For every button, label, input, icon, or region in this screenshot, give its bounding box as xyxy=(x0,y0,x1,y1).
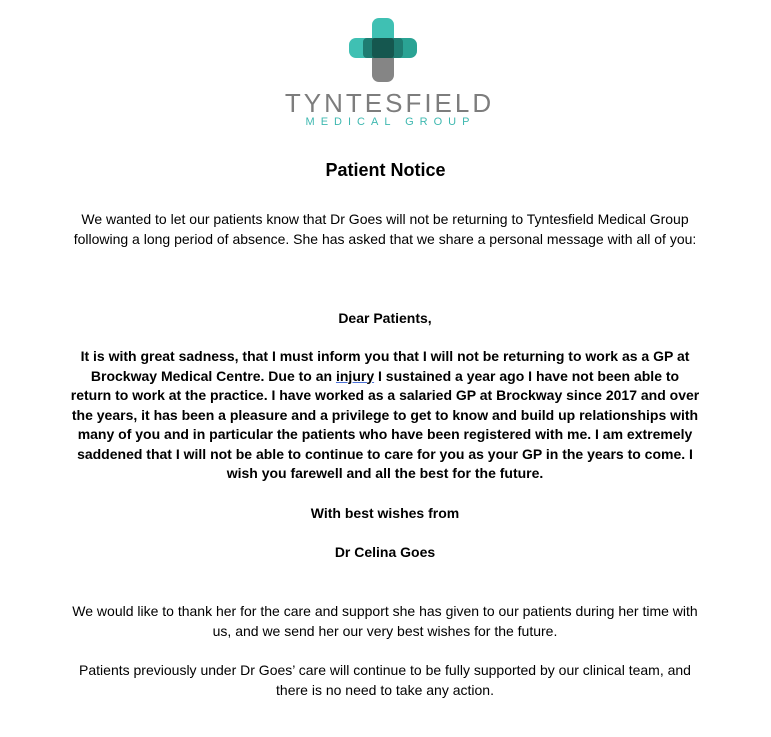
letter-body-underlined-word: injury xyxy=(335,367,375,384)
thanks-paragraph: We would like to thank her for the care and support she has given to our patients during her time with us, and we send her our very best wishes for the future. xyxy=(72,603,698,639)
letter-body-part1: It is with great sadness, that I must inform you that I will not be returning to work as a GP at Brockway Medical Centre. Due to an xyxy=(80,348,690,384)
intro-paragraph: We wanted to let our patients know that Dr Goes will not be returning to Tyntesfield Medical Group following a long period of absence. She has asked that we share a personal message with all of you: xyxy=(73,211,697,247)
logo-subtitle: MEDICAL GROUP xyxy=(305,116,476,128)
letter-closing: With best wishes from xyxy=(310,505,460,521)
medical-cross-icon xyxy=(349,18,417,82)
letter-body-part2: I sustained a year ago I have not been able to return to work at the practice. I have worked as a salaried GP at Brockway since 2017 and over the years, it has been a pleasure and a privilege to get to know and build up relationships with many of you and in particular the patients who have been registered with me. I am extremely saddened that I will not be able to continue to care for you as your GP in the years to come. I wish you farewell and all the best for the future. xyxy=(70,367,700,481)
logo-name: TYNTESFIELD xyxy=(284,88,495,118)
letter-greeting: Dear Patients, xyxy=(338,310,432,326)
continuity-paragraph: Patients previously under Dr Goes’ care will continue to be fully supported by our clinical team, and there is no need to take any action. xyxy=(79,662,691,698)
page-title: Patient Notice xyxy=(325,160,446,180)
letter-body xyxy=(70,347,700,484)
letter-signature: Dr Celina Goes xyxy=(334,544,436,560)
